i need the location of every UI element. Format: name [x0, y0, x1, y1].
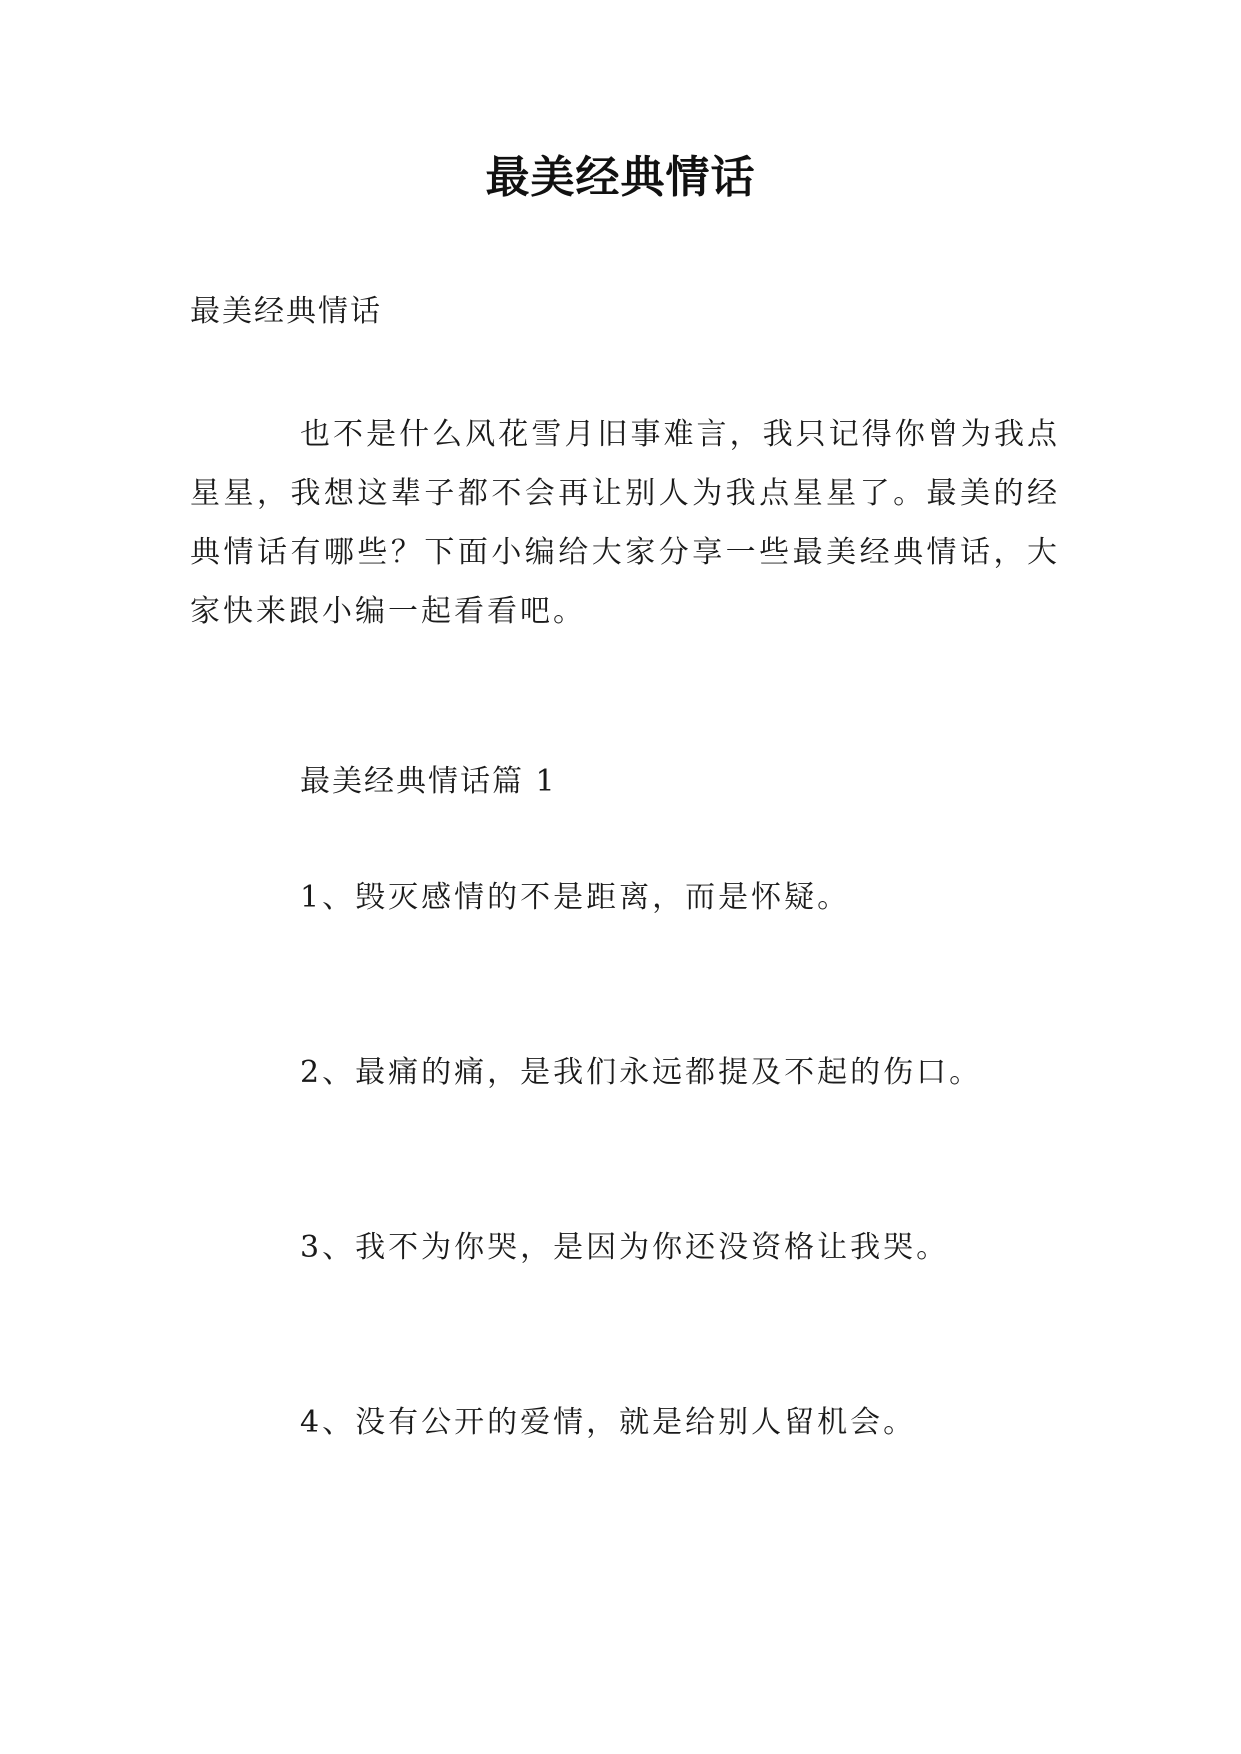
list-item: 1、毁灭感情的不是距离，而是怀疑。 [300, 880, 851, 915]
document-title: 最美经典情话 [485, 152, 756, 203]
intro-paragraph: 也不是什么风花雪月旧事难言，我只记得你曾为我点星星，我想这辈子都不会再让别人为我点星星了。最美的经典情话有哪些？下面小编给大家分享一些最美经典情话，大家快来跟小编一起看看吧。 [190, 417, 1060, 629]
document-subtitle: 最美经典情话 [190, 294, 382, 329]
list-item: 4、没有公开的爱情，就是给别人留机会。 [300, 1405, 917, 1440]
list-item: 3、我不为你哭，是因为你还没资格让我哭。 [300, 1230, 950, 1265]
list-item: 2、最痛的痛，是我们永远都提及不起的伤口。 [300, 1055, 983, 1090]
section-heading: 最美经典情话篇 1 [300, 764, 557, 799]
